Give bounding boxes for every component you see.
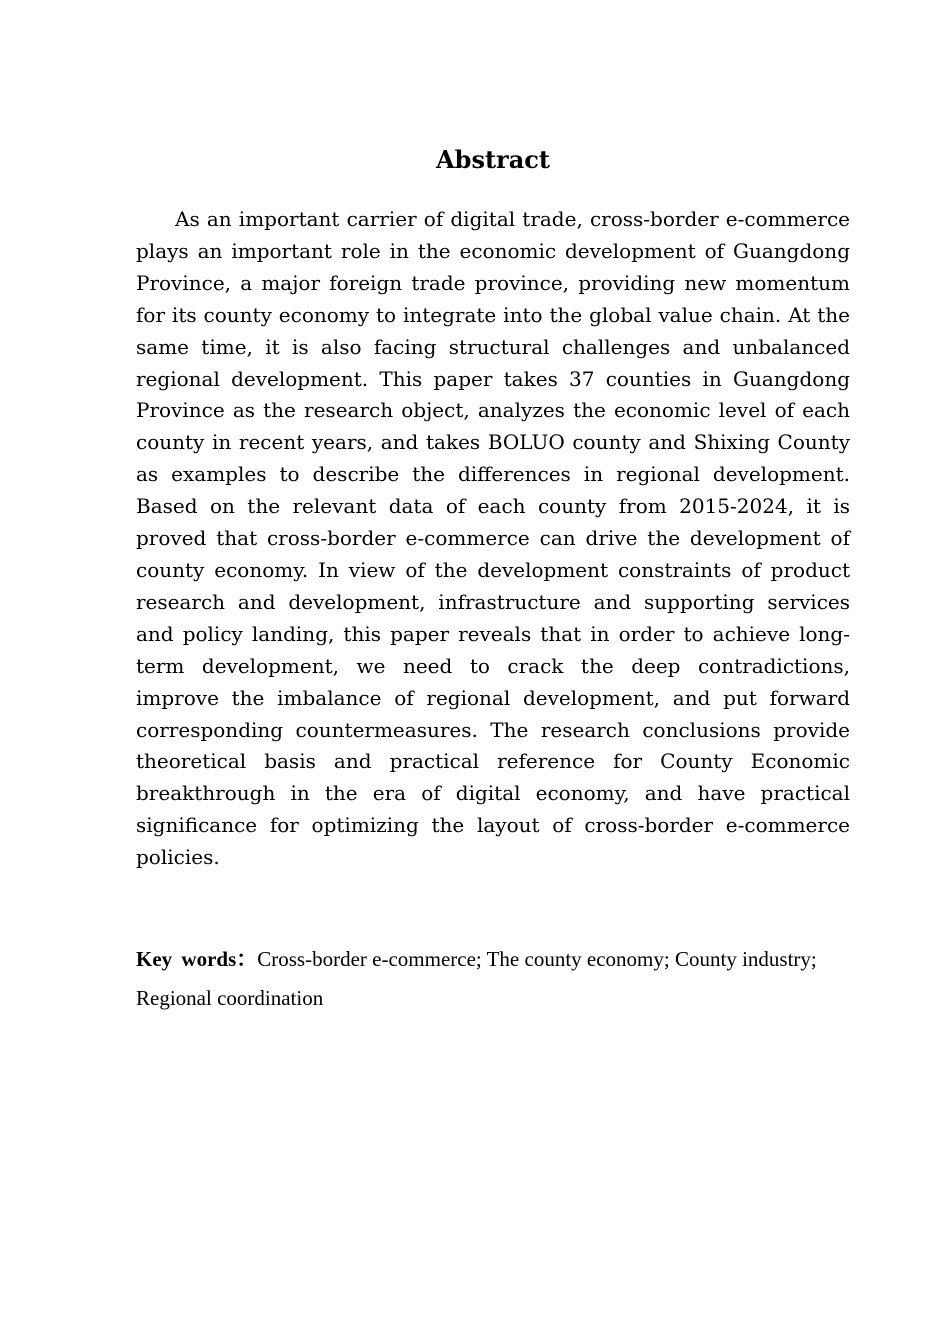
keywords-line (136, 940, 850, 1018)
abstract-body: As an important carrier of digital trade, cross-border e-commerce plays an important role in the economic development of Guangdong Province, a major foreign trade province, providing new momentum for its county economy to integrate into the global value chain. At the same time, it is also facing structural challenges and unbalanced regional development. This paper takes 37 counties in Guangdong Province as the research object, analyzes the economic level of each county in recent years, and takes BOLUO county and Shixing County as examples to describe the differences in regional development. Based on the relevant data of each county from 2015-2024, it is proved that cross-border e-commerce can drive the development of county economy. In view of the development constraints of product research and development, infrastructure and supporting services and policy landing, this paper reveals that in order to achieve long-term development, we need to crack the deep contradictions, improve the imbalance of regional development, and put forward corresponding countermeasures. The research conclusions provide theoretical basis and practical reference for County Economic breakthrough in the era of digital economy, and have practical significance for optimizing the layout of cross-border e-commerce policies. (136, 207, 850, 870)
abstract-title: Abstract (436, 145, 550, 174)
keywords-label: Key words： (136, 947, 258, 971)
keywords-text: Cross-border e-commerce; The county economy; County industry; Regional coordination (136, 947, 817, 1010)
